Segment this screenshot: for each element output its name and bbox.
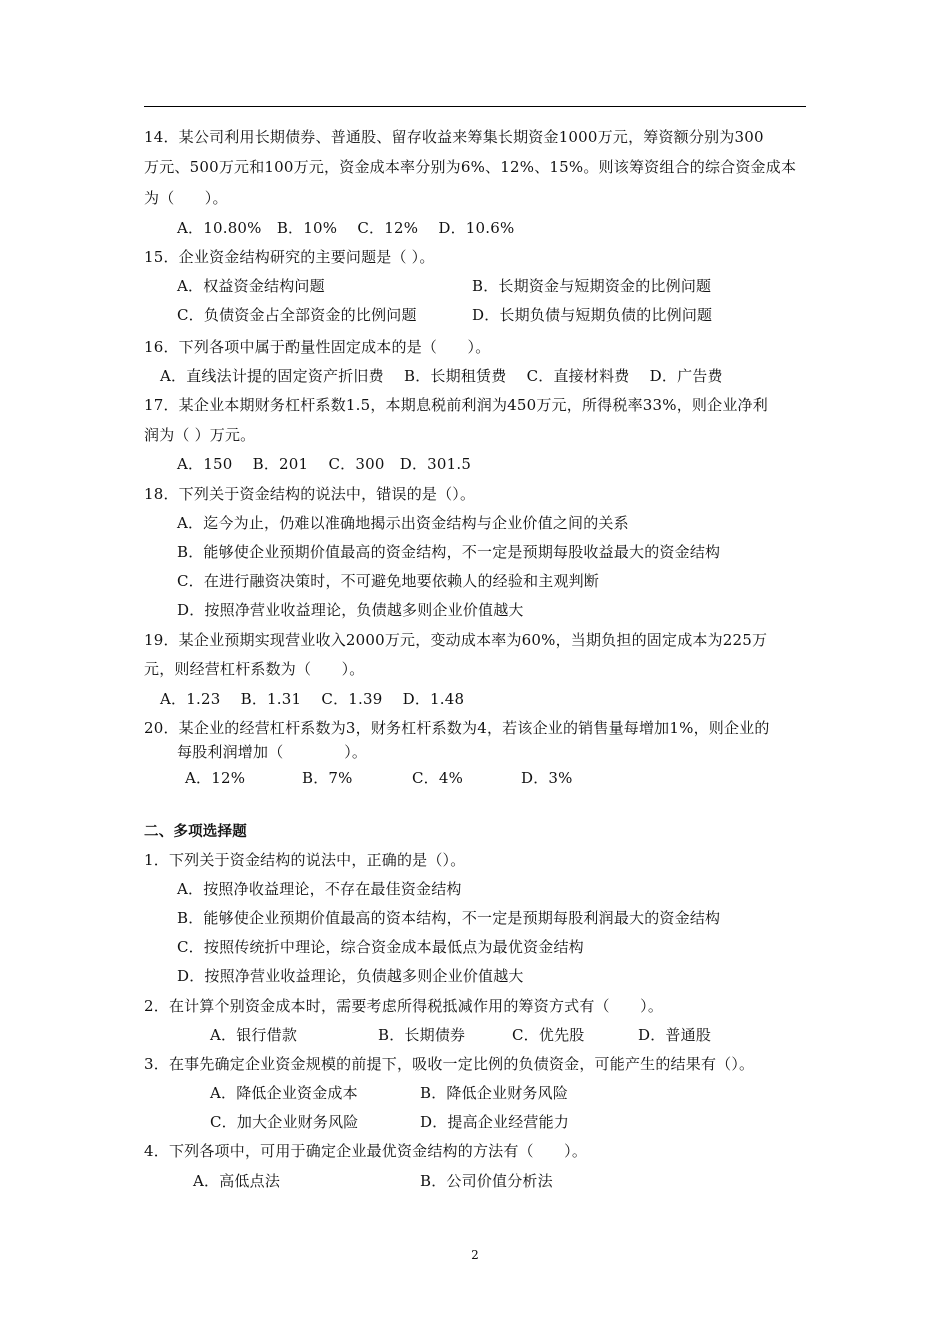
- m2-option-b: B．长期债券: [378, 1026, 466, 1044]
- header-rule: [144, 106, 806, 107]
- q18-option-b: B．能够使企业预期价值最高的资金结构，不一定是预期每股收益最大的资金结构: [177, 543, 721, 561]
- m3-option-c: C．加大企业财务风险: [210, 1113, 359, 1131]
- q17-line-1: 17．某企业本期财务杠杆系数1.5，本期息税前利润为450万元，所得税率33%，则企业净利: [144, 396, 768, 414]
- q15-option-d: D．长期负债与短期负债的比例问题: [472, 306, 713, 324]
- m2-stem: 2．在计算个别资金成本时，需要考虑所得税抵减作用的筹资方式有（ ）。: [144, 997, 664, 1015]
- q15-option-c: C．负债资金占全部资金的比例问题: [177, 306, 417, 324]
- m1-option-c: C．按照传统折中理论，综合资金成本最低点为最优资金结构: [177, 938, 584, 956]
- q20-line-1: 20．某企业的经营杠杆系数为3，财务杠杆系数为4，若该企业的销售量每增加1%，则企业的: [144, 719, 770, 737]
- m1-option-d: D．按照净营业收益理论，负债越多则企业价值越大: [177, 967, 524, 985]
- m1-stem: 1．下列关于资金结构的说法中，正确的是（）。: [144, 851, 466, 869]
- page-number: 2: [471, 1248, 479, 1262]
- q14-options: A．10.80% B．10% C．12% D．10.6%: [177, 219, 515, 237]
- q16-options: A．直线法计提的固定资产折旧费 B．长期租赁费 C．直接材料费 D．广告费: [160, 367, 723, 385]
- m4-option-a: A．高低点法: [193, 1172, 281, 1190]
- q14-line-1: 14．某公司利用长期债券、普通股、留存收益来筹集长期资金1000万元，筹资额分别为300: [144, 128, 764, 146]
- q15-option-a: A．权益资金结构问题: [177, 277, 325, 295]
- q20-option-b: B．7%: [302, 769, 353, 787]
- m1-option-a: A．按照净收益理论，不存在最佳资金结构: [177, 880, 462, 898]
- q20-line-2: 每股利润增加（ ）。: [177, 743, 368, 761]
- m4-stem: 4．下列各项中，可用于确定企业最优资金结构的方法有（ ）。: [144, 1142, 588, 1160]
- m2-option-a: A．银行借款: [210, 1026, 298, 1044]
- q20-option-d: D．3%: [521, 769, 573, 787]
- q19-options: A．1.23 B．1.31 C．1.39 D．1.48: [160, 690, 465, 708]
- m2-option-d: D．普通股: [638, 1026, 712, 1044]
- q17-line-2: 润为（ ）万元。: [144, 426, 256, 444]
- m1-option-b: B．能够使企业预期价值最高的资本结构，不一定是预期每股利润最大的资金结构: [177, 909, 721, 927]
- m3-option-b: B．降低企业财务风险: [420, 1084, 569, 1102]
- q18-option-d: D．按照净营业收益理论，负债越多则企业价值越大: [177, 601, 524, 619]
- q19-line-1: 19．某企业预期实现营业收入2000万元，变动成本率为60%，当期负担的固定成本为225万: [144, 631, 768, 649]
- q15-option-b: B．长期资金与短期资金的比例问题: [472, 277, 712, 295]
- q18-stem: 18．下列关于资金结构的说法中，错误的是（）。: [144, 485, 476, 503]
- q15-stem: 15．企业资金结构研究的主要问题是（ ）。: [144, 248, 435, 266]
- q17-options: A．150 B．201 C．300 D．301.5: [177, 455, 472, 473]
- q18-option-a: A．迄今为止，仍难以准确地揭示出资金结构与企业价值之间的关系: [177, 514, 629, 532]
- m3-option-d: D．提高企业经营能力: [420, 1113, 570, 1131]
- q14-line-2: 万元、500万元和100万元，资金成本率分别为6%、12%、15%。则该筹资组合的综合资金成本: [144, 158, 797, 176]
- q20-option-a: A．12%: [185, 769, 246, 787]
- q18-option-c: C．在进行融资决策时，不可避免地要依赖人的经验和主观判断: [177, 572, 600, 590]
- m3-option-a: A．降低企业资金成本: [210, 1084, 358, 1102]
- m4-option-b: B．公司价值分析法: [420, 1172, 553, 1190]
- q14-line-3: 为（ ）。: [144, 189, 228, 207]
- q19-line-2: 元，则经营杠杆系数为（ ）。: [144, 660, 365, 678]
- q16-stem: 16．下列各项中属于酌量性固定成本的是（ ）。: [144, 338, 491, 356]
- section-heading-multiple-choice: 二、多项选择题: [144, 824, 247, 840]
- m2-option-c: C．优先股: [512, 1026, 585, 1044]
- q20-option-c: C．4%: [412, 769, 464, 787]
- m3-stem: 3．在事先确定企业资金规模的前提下，吸收一定比例的负债资金，可能产生的结果有（）。: [144, 1055, 755, 1073]
